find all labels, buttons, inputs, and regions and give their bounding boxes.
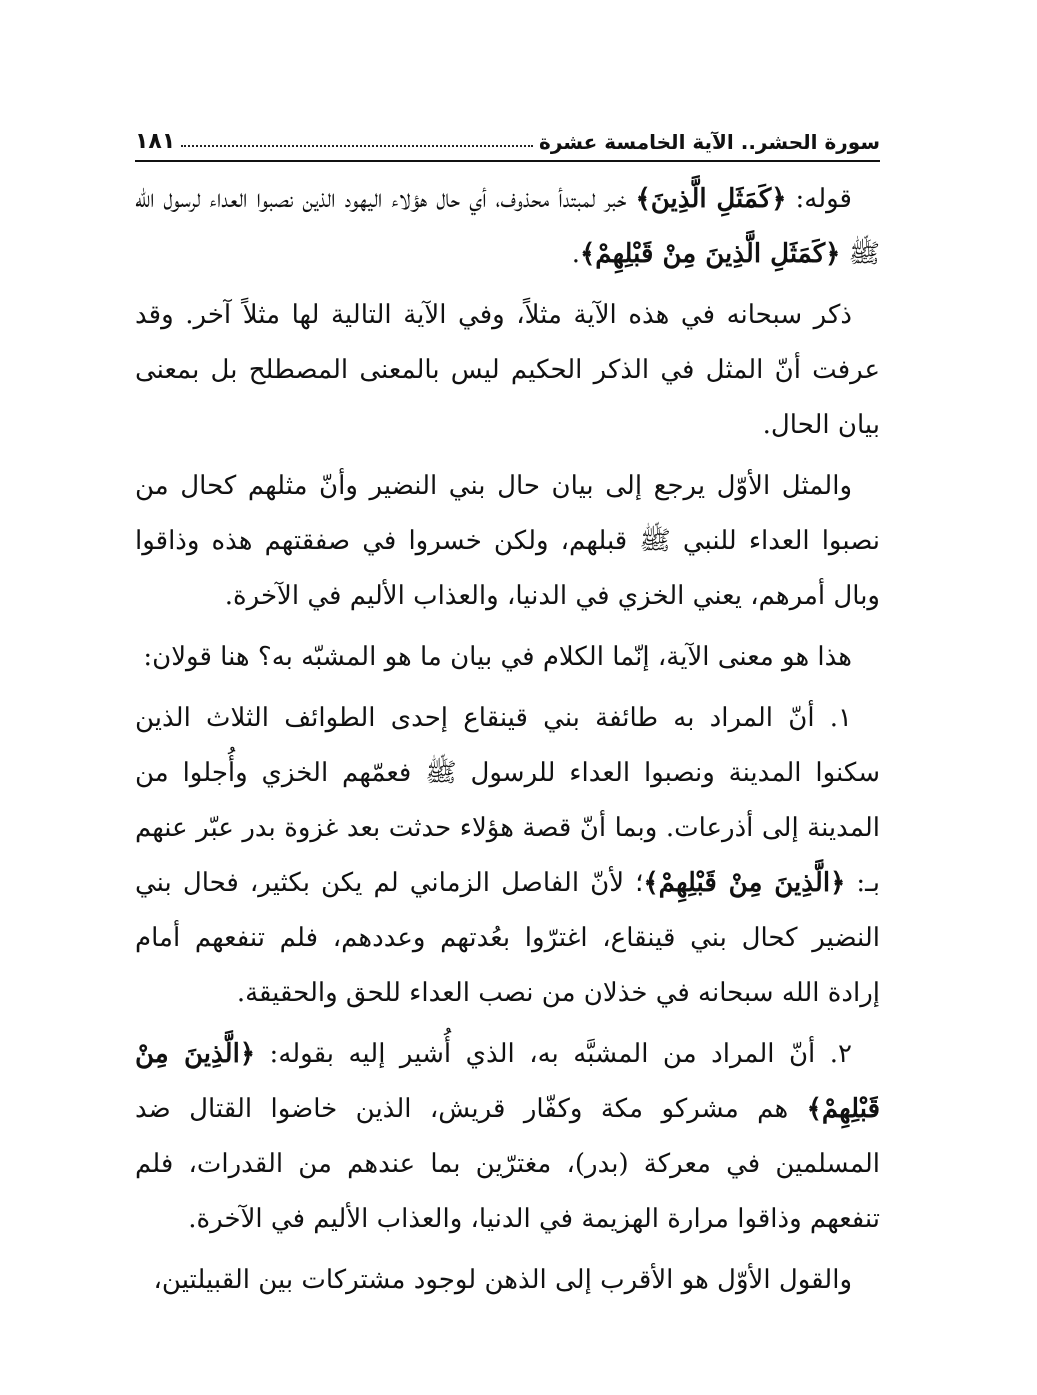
- paragraph-text: خبر لمبتدأ محذوف، أي حال هؤلاء اليهود الذين نصبوا العداء لرسول الله ﷺ: [135, 184, 880, 269]
- paragraph-p7: [135, 1253, 880, 1308]
- paragraph-p2: [135, 288, 880, 453]
- paragraph-text: والقول الأوّل هو الأقرب إلى الذهن لوجود مشتركات بين القبيلتين،: [153, 1265, 852, 1295]
- paragraph-p6: [135, 1027, 880, 1247]
- paragraph-text: قوله:: [786, 184, 852, 214]
- paragraph-p1: [135, 172, 880, 282]
- paragraph-text: .: [571, 239, 581, 269]
- paragraph-text: هذا هو معنى الآية، إنّما الكلام في بيان ما هو المشبّه به؟ هنا قولان:: [143, 642, 852, 672]
- header-rule: [135, 160, 880, 162]
- paragraph-p5: [135, 691, 880, 1021]
- paragraph-text: ذكر سبحانه في هذه الآية مثلاً، وفي الآية التالية لها مثلاً آخر. وقد عرفت أنّ المثل في الذكر الحكيم ليس بالمعنى المصطلح بل بمعنى بيان الحال.: [135, 300, 880, 440]
- quran-quote: ﴿الَّذِينَ مِنْ قَبْلِهِمْ﴾: [643, 868, 846, 898]
- paragraph-text: ١. أنّ المراد به طائفة بني قينقاع إحدى الطوائف الثلاث الذين سكنوا المدينة ونصبوا العداء للرسول ﷺ فعمّهم الخزي وأُجلوا من المدينة إلى أذرعات. وبما أنّ قصة هؤلاء حدثت بعد غزوة بدر عبّر عنهم بـ:: [135, 703, 880, 898]
- paragraph-text: هم مشركو مكة وكفّار قريش، الذين خاضوا القتال ضد المسلمين في معركة (بدر)، مغترّين بما عندهم من القدرات، فلم تنفعهم وذاقوا مرارة الهزيمة في الدنيا، والعذاب الأليم في الآخرة.: [135, 1094, 880, 1234]
- header-dot-leader: [181, 145, 533, 147]
- paragraph-text: والمثل الأوّل يرجع إلى بيان حال بني النضير وأنّ مثلهم كحال من نصبوا العداء للنبي ﷺ قبلهم، ولكن خسروا في صفقتهم هذه وذاقوا وبال أمرهم، يعني الخزي في الدنيا، والعذاب الأليم في الآخرة.: [135, 471, 880, 611]
- quran-quote: ﴿الَّذِينَ مِنْ قَبْلِهِمْ﴾: [135, 1039, 880, 1124]
- running-header: [135, 112, 880, 154]
- page-body: [135, 172, 880, 1314]
- paragraph-p4: [135, 630, 880, 685]
- paragraph-text: ؛ لأنّ الفاصل الزماني لم يكن بكثير، فحال بني النضير كحال بني قينقاع، اغترّوا بعُدتهم وعددهم، فلم تنفعهم أمام إرادة الله سبحانه في خذلان من نصب العداء للحق والحقيقة.: [135, 868, 880, 1008]
- page-number: ١٨١: [135, 129, 176, 154]
- quran-quote: ﴿كَمَثَلِ الَّذِينَ مِنْ قَبْلِهِمْ﴾: [580, 239, 841, 269]
- chapter-title: سورة الحشر.. الآية الخامسة عشرة: [539, 130, 880, 154]
- paragraph-text: ٢. أنّ المراد من المشبَّه به، الذي أُشير إليه بقوله:: [255, 1039, 853, 1069]
- quran-quote: ﴿كَمَثَلِ الَّذِينَ﴾: [635, 184, 787, 214]
- paragraph-p3: [135, 459, 880, 624]
